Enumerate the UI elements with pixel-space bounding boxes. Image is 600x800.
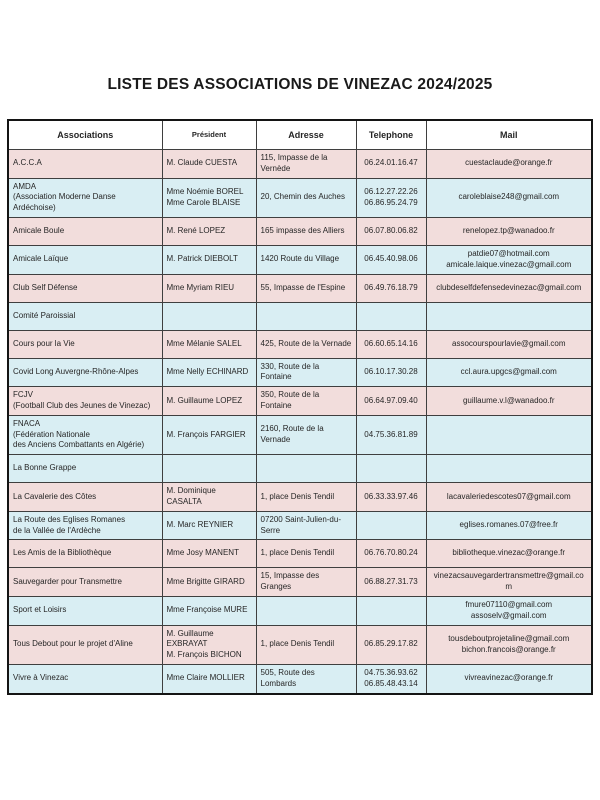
cell-association: Les Amis de la Bibliothèque [8,540,162,568]
cell-telephone: 06.60.65.14.16 [356,330,426,358]
cell-telephone: 06.24.01.16.47 [356,150,426,179]
table-row [8,664,592,693]
cell-line: de la Vallée de l'Ardèche [13,525,101,535]
cell-mail [426,596,592,625]
cell-telephone [356,455,426,483]
cell-adresse: 425, Route de la Vernade [256,330,356,358]
cell-mail [426,302,592,330]
cell-president: Mme Françoise MURE [162,596,256,625]
table-row [8,540,592,568]
table-row [8,178,592,217]
cell-association: Amicale Laïque [8,245,162,274]
cell-association [8,178,162,217]
cell-line: 06.12.27.22.26 [364,186,418,196]
table-row [8,625,592,664]
cell-association [8,387,162,416]
cell-adresse: 350, Route de la Fontaine [256,387,356,416]
cell-mail: ccl.aura.upgcs@gmail.com [426,358,592,387]
cell-adresse: 20, Chemin des Auches [256,178,356,217]
cell-line: M. François BICHON [166,650,242,660]
cell-adresse [256,455,356,483]
cell-line: Mme Noémie BOREL [166,186,244,196]
cell-line: AMDA [13,181,37,191]
column-header-associations: Associations [8,120,162,150]
cell-association: Covid Long Auvergne-Rhône-Alpes [8,358,162,387]
cell-adresse [256,596,356,625]
cell-president: M. Patrick DIEBOLT [162,245,256,274]
cell-telephone: 06.07.80.06.82 [356,217,426,245]
cell-president: M. François FARGIER [162,415,256,454]
column-header-adresse: Adresse [256,120,356,150]
cell-adresse: 505, Route des Lombards [256,664,356,693]
cell-line: Mme Carole BLAISE [166,197,241,207]
cell-president: M. Dominique CASALTA [162,483,256,512]
cell-line: fmure07110@gmail.com [465,599,553,609]
cell-president: M. Guillaume LOPEZ [162,387,256,416]
table-header-row [8,120,592,150]
table-row [8,217,592,245]
cell-association: Amicale Boule [8,217,162,245]
cell-adresse: 07200 Saint-Julien-du-Serre [256,511,356,540]
cell-line: 06.86.95.24.79 [364,197,418,207]
table-row [8,415,592,454]
cell-association: Sport et Loisirs [8,596,162,625]
cell-line: FNACA [13,418,41,428]
cell-line: 04.75.36.93.62 [364,667,418,677]
cell-president [162,455,256,483]
cell-adresse: 15, Impasse des Granges [256,568,356,597]
table-row [8,274,592,302]
cell-adresse: 115, Impasse de la Vernède [256,150,356,179]
cell-telephone: 06.45.40.98.06 [356,245,426,274]
cell-mail [426,245,592,274]
cell-president: Mme Brigitte GIRARD [162,568,256,597]
cell-telephone: 06.49.76.18.79 [356,274,426,302]
table-row [8,150,592,179]
cell-mail [426,625,592,664]
table-row [8,302,592,330]
cell-association: Cours pour la Vie [8,330,162,358]
cell-line: des Anciens Combattants en Algérie) [13,440,145,450]
cell-president [162,625,256,664]
cell-mail: assocourspourlavie@gmail.com [426,330,592,358]
table-row [8,358,592,387]
table-row [8,568,592,597]
cell-mail: vinezacsauvegardertransmettre@gmail.com [426,568,592,597]
cell-telephone [356,664,426,693]
cell-telephone: 06.33.33.97.46 [356,483,426,512]
cell-association: La Bonne Grappe [8,455,162,483]
cell-telephone: 06.85.29.17.82 [356,625,426,664]
table-row [8,455,592,483]
cell-president: Mme Nelly ECHINARD [162,358,256,387]
cell-telephone: 06.10.17.30.28 [356,358,426,387]
cell-mail: eglises.romanes.07@free.fr [426,511,592,540]
cell-president [162,302,256,330]
cell-association: La Cavalerie des Côtes [8,483,162,512]
cell-association: Club Self Défense [8,274,162,302]
cell-line: tousdeboutprojetaline@gmail.com [448,633,570,643]
cell-association: A.C.C.A [8,150,162,179]
cell-mail: caroleblaise248@gmail.com [426,178,592,217]
cell-mail: guillaume.v.l@wanadoo.fr [426,387,592,416]
cell-line: (Association Moderne Danse Ardéchoise) [13,192,116,213]
cell-telephone: 06.64.97.09.40 [356,387,426,416]
cell-president: M. René LOPEZ [162,217,256,245]
table-body [8,150,592,694]
table-row [8,245,592,274]
cell-line: patdie07@hotmail.com [467,248,550,258]
cell-president: Mme Claire MOLLIER [162,664,256,693]
cell-telephone: 04.75.36.81.89 [356,415,426,454]
cell-adresse: 1, place Denis Tendil [256,625,356,664]
cell-adresse: 55, Impasse de l'Espine [256,274,356,302]
cell-association: Vivre à Vinezac [8,664,162,693]
associations-table [7,119,593,695]
cell-president: Mme Josy MANENT [162,540,256,568]
cell-president: Mme Mélanie SALEL [162,330,256,358]
cell-adresse: 1420 Route du Village [256,245,356,274]
cell-telephone [356,302,426,330]
cell-president: M. Claude CUESTA [162,150,256,179]
cell-line: (Fédération Nationale [13,429,90,439]
cell-president: Mme Myriam RIEU [162,274,256,302]
cell-adresse: 2160, Route de la Vernade [256,415,356,454]
cell-line: La Route des Eglises Romanes [13,514,126,524]
cell-line: assoselv@gmail.com [470,610,547,620]
table-row [8,483,592,512]
table-row [8,387,592,416]
cell-mail: renelopez.tp@wanadoo.fr [426,217,592,245]
table-row [8,511,592,540]
column-header-mail: Mail [426,120,592,150]
cell-line: amicale.laique.vinezac@gmail.com [446,259,572,269]
cell-line: (Football Club des Jeunes de Vinezac) [13,400,151,410]
cell-adresse: 165 impasse des Alliers [256,217,356,245]
cell-telephone: 06.76.70.80.24 [356,540,426,568]
table-row [8,330,592,358]
cell-mail: clubdeselfdefensedevinezac@gmail.com [426,274,592,302]
page-title: LISTE DES ASSOCIATIONS DE VINEZAC 2024/2025 [107,76,493,93]
column-header-telephone: Telephone [356,120,426,150]
cell-adresse: 330, Route de la Fontaine [256,358,356,387]
cell-telephone: 06.88.27.31.73 [356,568,426,597]
cell-line: FCJV [13,390,33,400]
cell-mail: bibliotheque.vinezac@orange.fr [426,540,592,568]
cell-adresse: 1, place Denis Tendil [256,483,356,512]
cell-association: Sauvegarder pour Transmettre [8,568,162,597]
cell-line: 06.85.48.43.14 [364,678,418,688]
column-header-president: Président [162,120,256,150]
cell-telephone [356,596,426,625]
cell-association [8,511,162,540]
cell-telephone [356,511,426,540]
cell-telephone [356,178,426,217]
cell-mail: vivreavinezac@orange.fr [426,664,592,693]
table-row [8,596,592,625]
cell-adresse [256,302,356,330]
cell-line: bichon.francois@orange.fr [461,644,556,654]
cell-association: Comité Paroissial [8,302,162,330]
cell-mail [426,415,592,454]
cell-line: M. Guillaume EXBRAYAT [166,628,214,649]
cell-mail [426,455,592,483]
cell-association: Tous Debout pour le projet d'Aline [8,625,162,664]
cell-association [8,415,162,454]
cell-mail: lacavaleriedescotes07@gmail.com [426,483,592,512]
cell-president [162,178,256,217]
cell-president: M. Marc REYNIER [162,511,256,540]
cell-mail: cuestaclaude@orange.fr [426,150,592,179]
cell-adresse: 1, place Denis Tendil [256,540,356,568]
